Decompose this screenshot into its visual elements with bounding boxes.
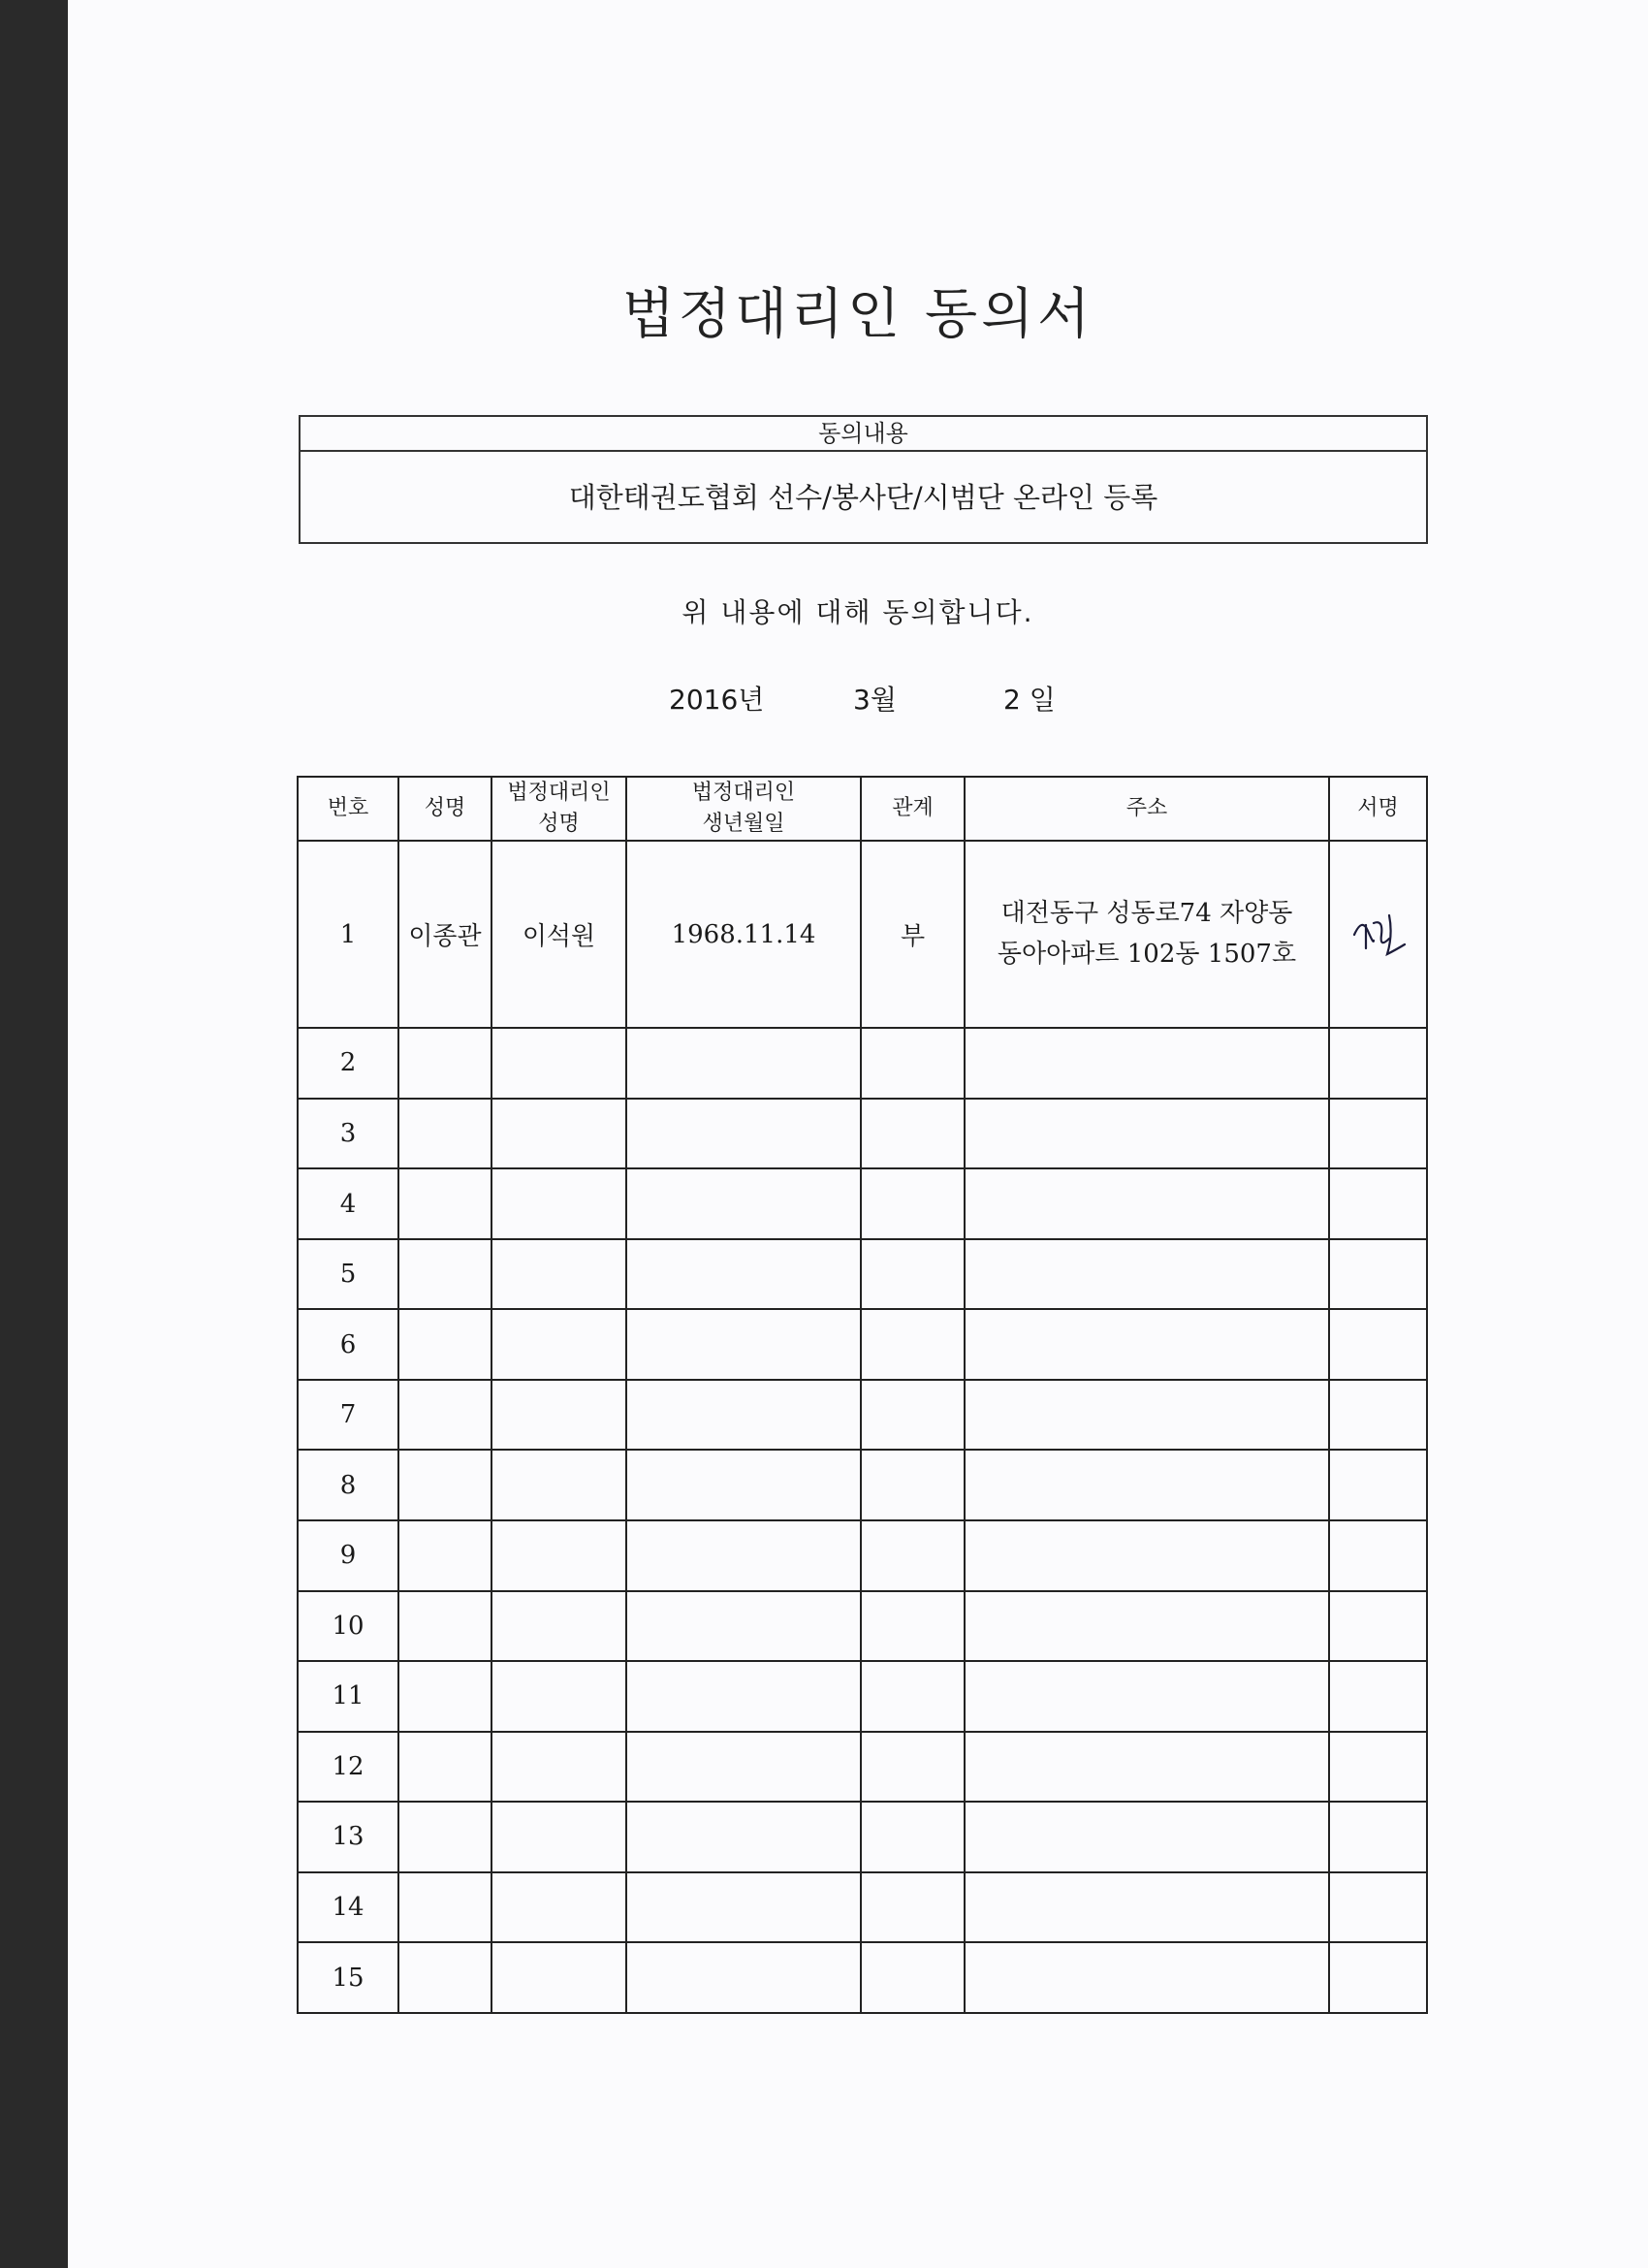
cell-name bbox=[398, 1028, 491, 1099]
cell-guardian-birth bbox=[626, 1520, 861, 1591]
cell-guardian-birth bbox=[626, 1591, 861, 1662]
row-number: 7 bbox=[298, 1380, 398, 1451]
cell-guardian-birth bbox=[626, 1872, 861, 1943]
cell-guardian-name bbox=[491, 1520, 626, 1591]
registration-table bbox=[297, 776, 1428, 2014]
cell-signature bbox=[1329, 1450, 1427, 1520]
row-number: 1 bbox=[298, 841, 398, 1028]
cell-address bbox=[965, 1732, 1329, 1803]
table-row bbox=[298, 1802, 1427, 1872]
cell-relation bbox=[861, 1168, 965, 1239]
row-number: 8 bbox=[298, 1450, 398, 1520]
table-row bbox=[298, 1591, 1427, 1662]
table-row bbox=[298, 1099, 1427, 1169]
cell-name bbox=[398, 1099, 491, 1169]
row-number: 12 bbox=[298, 1732, 398, 1803]
cell-name bbox=[398, 1239, 491, 1310]
header-signature: 서명 bbox=[1329, 777, 1427, 841]
cell-signature bbox=[1329, 1168, 1427, 1239]
document-title: 법정대리인 동의서 bbox=[621, 283, 1094, 346]
cell-signature bbox=[1329, 1661, 1427, 1732]
consent-text: 대한태권도협회 선수/봉사단/시범단 온라인 등록 bbox=[568, 481, 1158, 514]
cell-name bbox=[398, 1661, 491, 1732]
cell-name bbox=[398, 1168, 491, 1239]
cell-guardian-name bbox=[491, 1309, 626, 1380]
cell-guardian-name bbox=[491, 1168, 626, 1239]
date-day: 2 일 bbox=[1003, 684, 1056, 716]
table-row bbox=[298, 841, 1427, 1028]
cell-relation bbox=[861, 1872, 965, 1943]
row-number: 9 bbox=[298, 1520, 398, 1591]
cell-guardian-name bbox=[491, 1591, 626, 1662]
consent-header: 동의내용 bbox=[301, 417, 1426, 452]
cell-name bbox=[398, 1591, 491, 1662]
cell-guardian-name bbox=[491, 1732, 626, 1803]
cell-guardian-birth bbox=[626, 1450, 861, 1520]
cell-guardian-birth bbox=[626, 1028, 861, 1099]
header-relation: 관계 bbox=[861, 777, 965, 841]
table-row bbox=[298, 1661, 1427, 1732]
cell-address bbox=[965, 1802, 1329, 1872]
cell-relation bbox=[861, 1309, 965, 1380]
row-number: 6 bbox=[298, 1309, 398, 1380]
cell-signature bbox=[1329, 1028, 1427, 1099]
address-line-2: 동아아파트 102동 1507호 bbox=[997, 939, 1297, 969]
cell-address bbox=[965, 1380, 1329, 1451]
cell-relation bbox=[861, 1099, 965, 1169]
header-no: 번호 bbox=[298, 777, 398, 841]
cell-relation bbox=[861, 1802, 965, 1872]
table-row bbox=[298, 1450, 1427, 1520]
cell-signature bbox=[1329, 1380, 1427, 1451]
cell-signature bbox=[1329, 1099, 1427, 1169]
table-row bbox=[298, 1732, 1427, 1803]
cell-signature bbox=[1329, 841, 1427, 1028]
cell-address bbox=[965, 1661, 1329, 1732]
cell-guardian-birth bbox=[626, 1661, 861, 1732]
row-number: 10 bbox=[298, 1591, 398, 1662]
cell-guardian-name bbox=[491, 1380, 626, 1451]
header-guardian-name: 법정대리인 성명 bbox=[491, 777, 626, 841]
cell-name: 이종관 bbox=[398, 841, 491, 1028]
table-row bbox=[298, 1168, 1427, 1239]
table-row bbox=[298, 1520, 1427, 1591]
cell-relation bbox=[861, 1661, 965, 1732]
cell-guardian-birth bbox=[626, 1239, 861, 1310]
cell-guardian-name bbox=[491, 1450, 626, 1520]
cell-guardian-birth bbox=[626, 1309, 861, 1380]
row-number: 15 bbox=[298, 1942, 398, 2013]
cell-address bbox=[965, 1168, 1329, 1239]
cell-address bbox=[965, 1942, 1329, 2013]
cell-name bbox=[398, 1450, 491, 1520]
cell-guardian-name bbox=[491, 1872, 626, 1943]
cell-name bbox=[398, 1872, 491, 1943]
cell-address bbox=[965, 841, 1329, 1028]
cell-name bbox=[398, 1732, 491, 1803]
cell-address bbox=[965, 1239, 1329, 1310]
table-header-row bbox=[298, 777, 1427, 841]
address-line-1: 대전동구 성동로74 자양동 bbox=[1000, 898, 1293, 928]
cell-guardian-name: 이석원 bbox=[491, 841, 626, 1028]
row-number: 3 bbox=[298, 1099, 398, 1169]
cell-guardian-name bbox=[491, 1661, 626, 1732]
cell-guardian-name bbox=[491, 1099, 626, 1169]
row-number: 11 bbox=[298, 1661, 398, 1732]
cell-guardian-name bbox=[491, 1942, 626, 2013]
cell-address bbox=[965, 1028, 1329, 1099]
cell-relation bbox=[861, 1380, 965, 1451]
agreement-statement: 위 내용에 대해 동의합니다. bbox=[681, 596, 1034, 628]
cell-guardian-name bbox=[491, 1802, 626, 1872]
document-page bbox=[68, 0, 1648, 2268]
cell-signature bbox=[1329, 1942, 1427, 2013]
cell-name bbox=[398, 1942, 491, 2013]
cell-relation: 부 bbox=[861, 841, 965, 1028]
cell-name bbox=[398, 1520, 491, 1591]
table-row bbox=[298, 1028, 1427, 1099]
cell-signature bbox=[1329, 1591, 1427, 1662]
cell-guardian-birth bbox=[626, 1942, 861, 2013]
header-name: 성명 bbox=[398, 777, 491, 841]
cell-relation bbox=[861, 1942, 965, 2013]
date-year: 2016년 bbox=[669, 684, 765, 716]
cell-name bbox=[398, 1309, 491, 1380]
cell-relation bbox=[861, 1591, 965, 1662]
cell-guardian-birth: 1968.11.14 bbox=[626, 841, 861, 1028]
cell-address bbox=[965, 1099, 1329, 1169]
cell-address bbox=[965, 1591, 1329, 1662]
cell-relation bbox=[861, 1028, 965, 1099]
cell-guardian-birth bbox=[626, 1168, 861, 1239]
cell-signature bbox=[1329, 1520, 1427, 1591]
cell-signature bbox=[1329, 1872, 1427, 1943]
cell-signature bbox=[1329, 1239, 1427, 1310]
table-row bbox=[298, 1872, 1427, 1943]
row-number: 4 bbox=[298, 1168, 398, 1239]
table-row bbox=[298, 1239, 1427, 1310]
header-address: 주소 bbox=[965, 777, 1329, 841]
cell-signature bbox=[1329, 1802, 1427, 1872]
cell-name bbox=[398, 1380, 491, 1451]
cell-address bbox=[965, 1520, 1329, 1591]
cell-guardian-birth bbox=[626, 1380, 861, 1451]
table-row bbox=[298, 1380, 1427, 1451]
cell-guardian-name bbox=[491, 1239, 626, 1310]
date-month: 3월 bbox=[853, 684, 897, 716]
cell-guardian-name bbox=[491, 1028, 626, 1099]
handwritten-signature-icon bbox=[1345, 906, 1412, 964]
row-number: 5 bbox=[298, 1239, 398, 1310]
cell-relation bbox=[861, 1450, 965, 1520]
cell-relation bbox=[861, 1732, 965, 1803]
cell-guardian-birth bbox=[626, 1732, 861, 1803]
table-row bbox=[298, 1942, 1427, 2013]
cell-name bbox=[398, 1802, 491, 1872]
header-guardian-birth: 법정대리인 생년월일 bbox=[626, 777, 861, 841]
table-row bbox=[298, 1309, 1427, 1380]
cell-relation bbox=[861, 1520, 965, 1591]
cell-address bbox=[965, 1450, 1329, 1520]
row-number: 2 bbox=[298, 1028, 398, 1099]
cell-signature bbox=[1329, 1732, 1427, 1803]
consent-content-box bbox=[299, 415, 1428, 544]
cell-guardian-birth bbox=[626, 1802, 861, 1872]
row-number: 14 bbox=[298, 1872, 398, 1943]
cell-address bbox=[965, 1309, 1329, 1380]
cell-address bbox=[965, 1872, 1329, 1943]
cell-relation bbox=[861, 1239, 965, 1310]
row-number: 13 bbox=[298, 1802, 398, 1872]
cell-signature bbox=[1329, 1309, 1427, 1380]
cell-guardian-birth bbox=[626, 1099, 861, 1169]
